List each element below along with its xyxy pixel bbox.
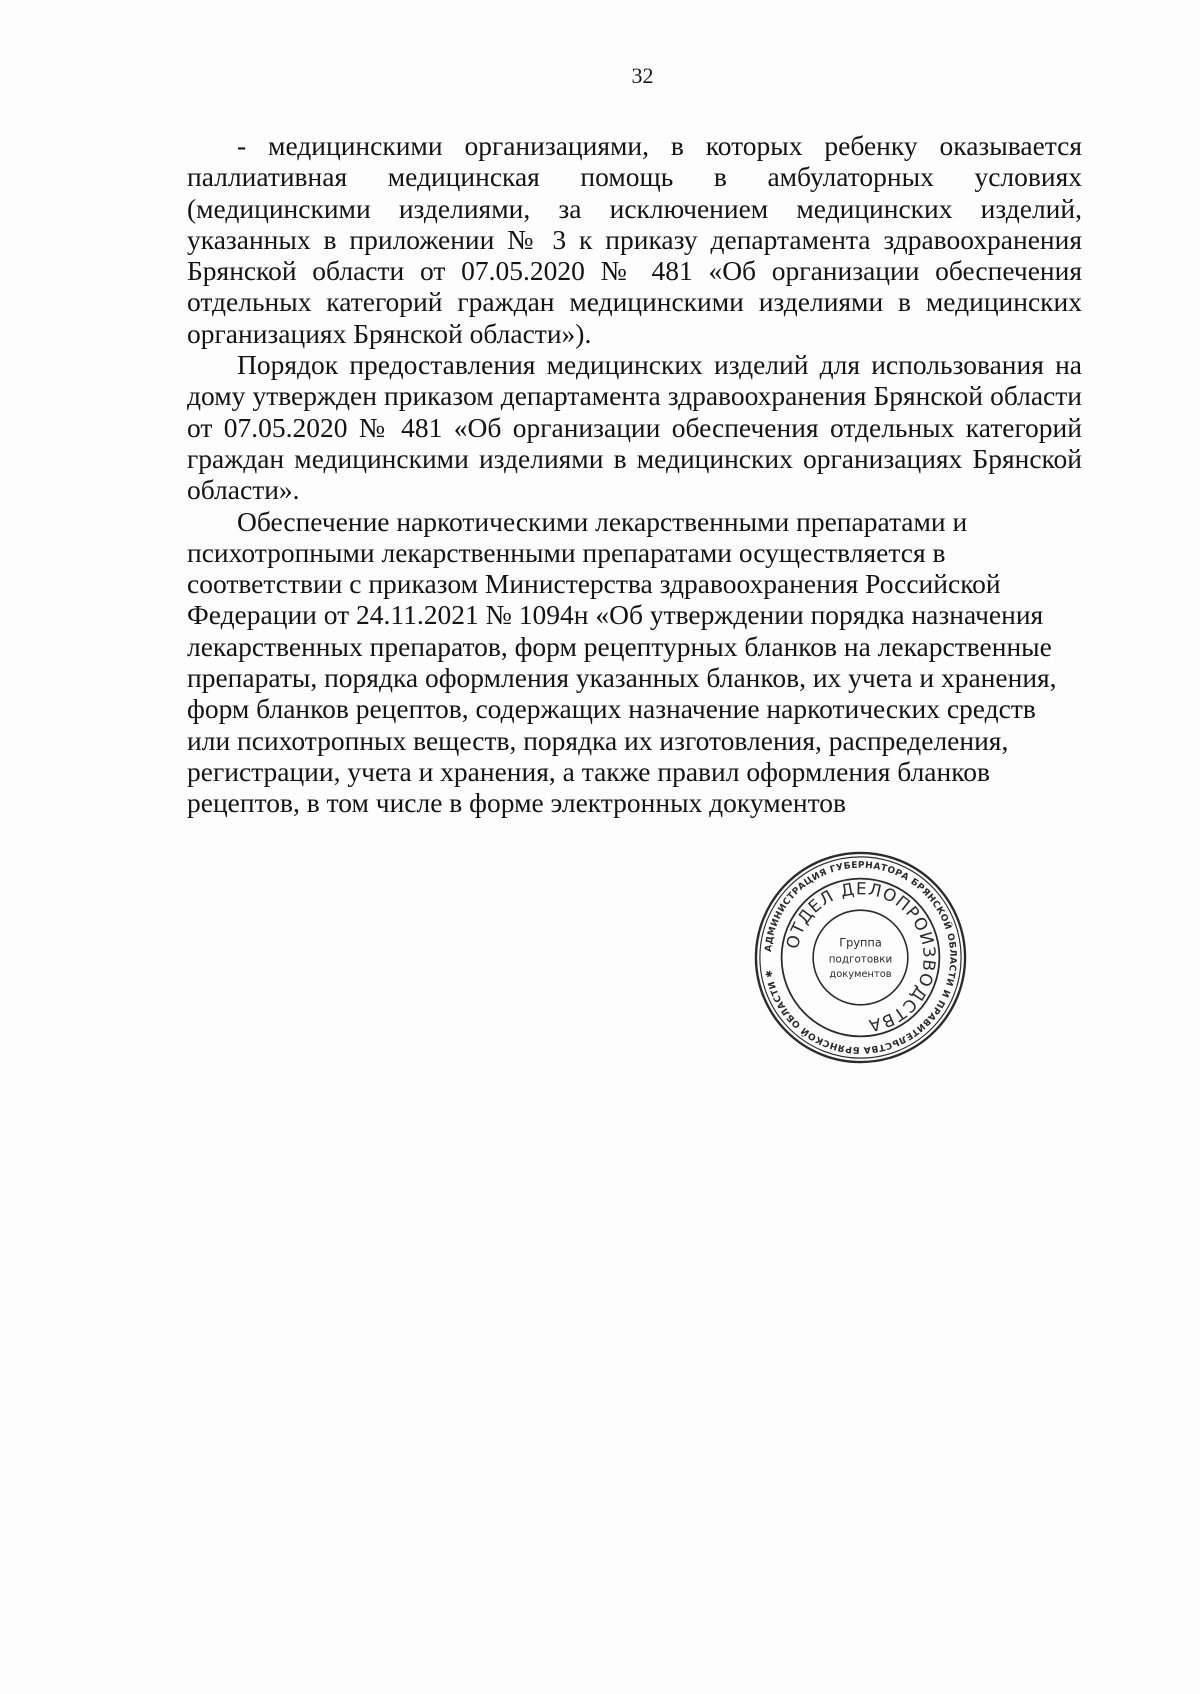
stamp-center-line-2: подготовки	[828, 953, 893, 966]
page-number: 32	[631, 63, 654, 88]
stamp-center-line-3: документов	[829, 969, 892, 981]
official-stamp	[752, 849, 969, 1066]
document-body	[187, 130, 1082, 819]
paragraph-narcotic-drugs: Обеспечение наркотическими лекарственными препаратами и психотропными лекарственными препаратами осуществляется в соответствии с приказом Министерства здравоохранения Российской Федерации от 24.11.2021 № 1094н «Об утверждении порядка назначения лекарственных препаратов, форм рецептурных бланков на лекарственные препараты, порядка оформления указанных бланков, их учета и хранения, форм бланков рецептов, содержащих назначение наркотических средств или психотропных веществ, порядка их изготовления, распределения, регистрации, учета и хранения, а также правил оформления бланков рецептов, в том числе в форме электронных документов	[187, 505, 1057, 819]
paragraph-home-use-procedure: Порядок предоставления медицинских изделий для использования на дому утвержден приказом департамента здравоохранения Брянской области от 07.05.2020 № 481 «Об организации обеспечения отдельных категорий граждан медицинскими изделиями в медицинских организациях Брянской области».	[187, 349, 1082, 506]
stamp-inner-text-path: ОТДЕЛ ДЕЛОПРОИЗВОДСТВА	[781, 878, 940, 1037]
paragraph-medical-organizations: - медицинскими организациями, в которых ребенку оказывается паллиативная медицинская помощь в амбулаторных условиях (медицинскими изделиями, за исключением медицинских изделий, указанных в приложении № 3 к приказу департамента здравоохранения Брянской области от 07.05.2020 № 481 «Об организации обеспечения отдельных категорий граждан медицинскими изделиями в медицинских организациях Брянской области»).	[187, 130, 1082, 349]
stamp-outer-text-path: АДМИНИСТРАЦИЯ ГУБЕРНАТОРА БРЯНСКОЙ ОБЛАСТИ И ПРАВИТЕЛЬСТВА БРЯНСКОЙ ОБЛАСТИ ✱	[763, 860, 958, 1055]
stamp-center-line-1: Группа	[839, 935, 882, 950]
